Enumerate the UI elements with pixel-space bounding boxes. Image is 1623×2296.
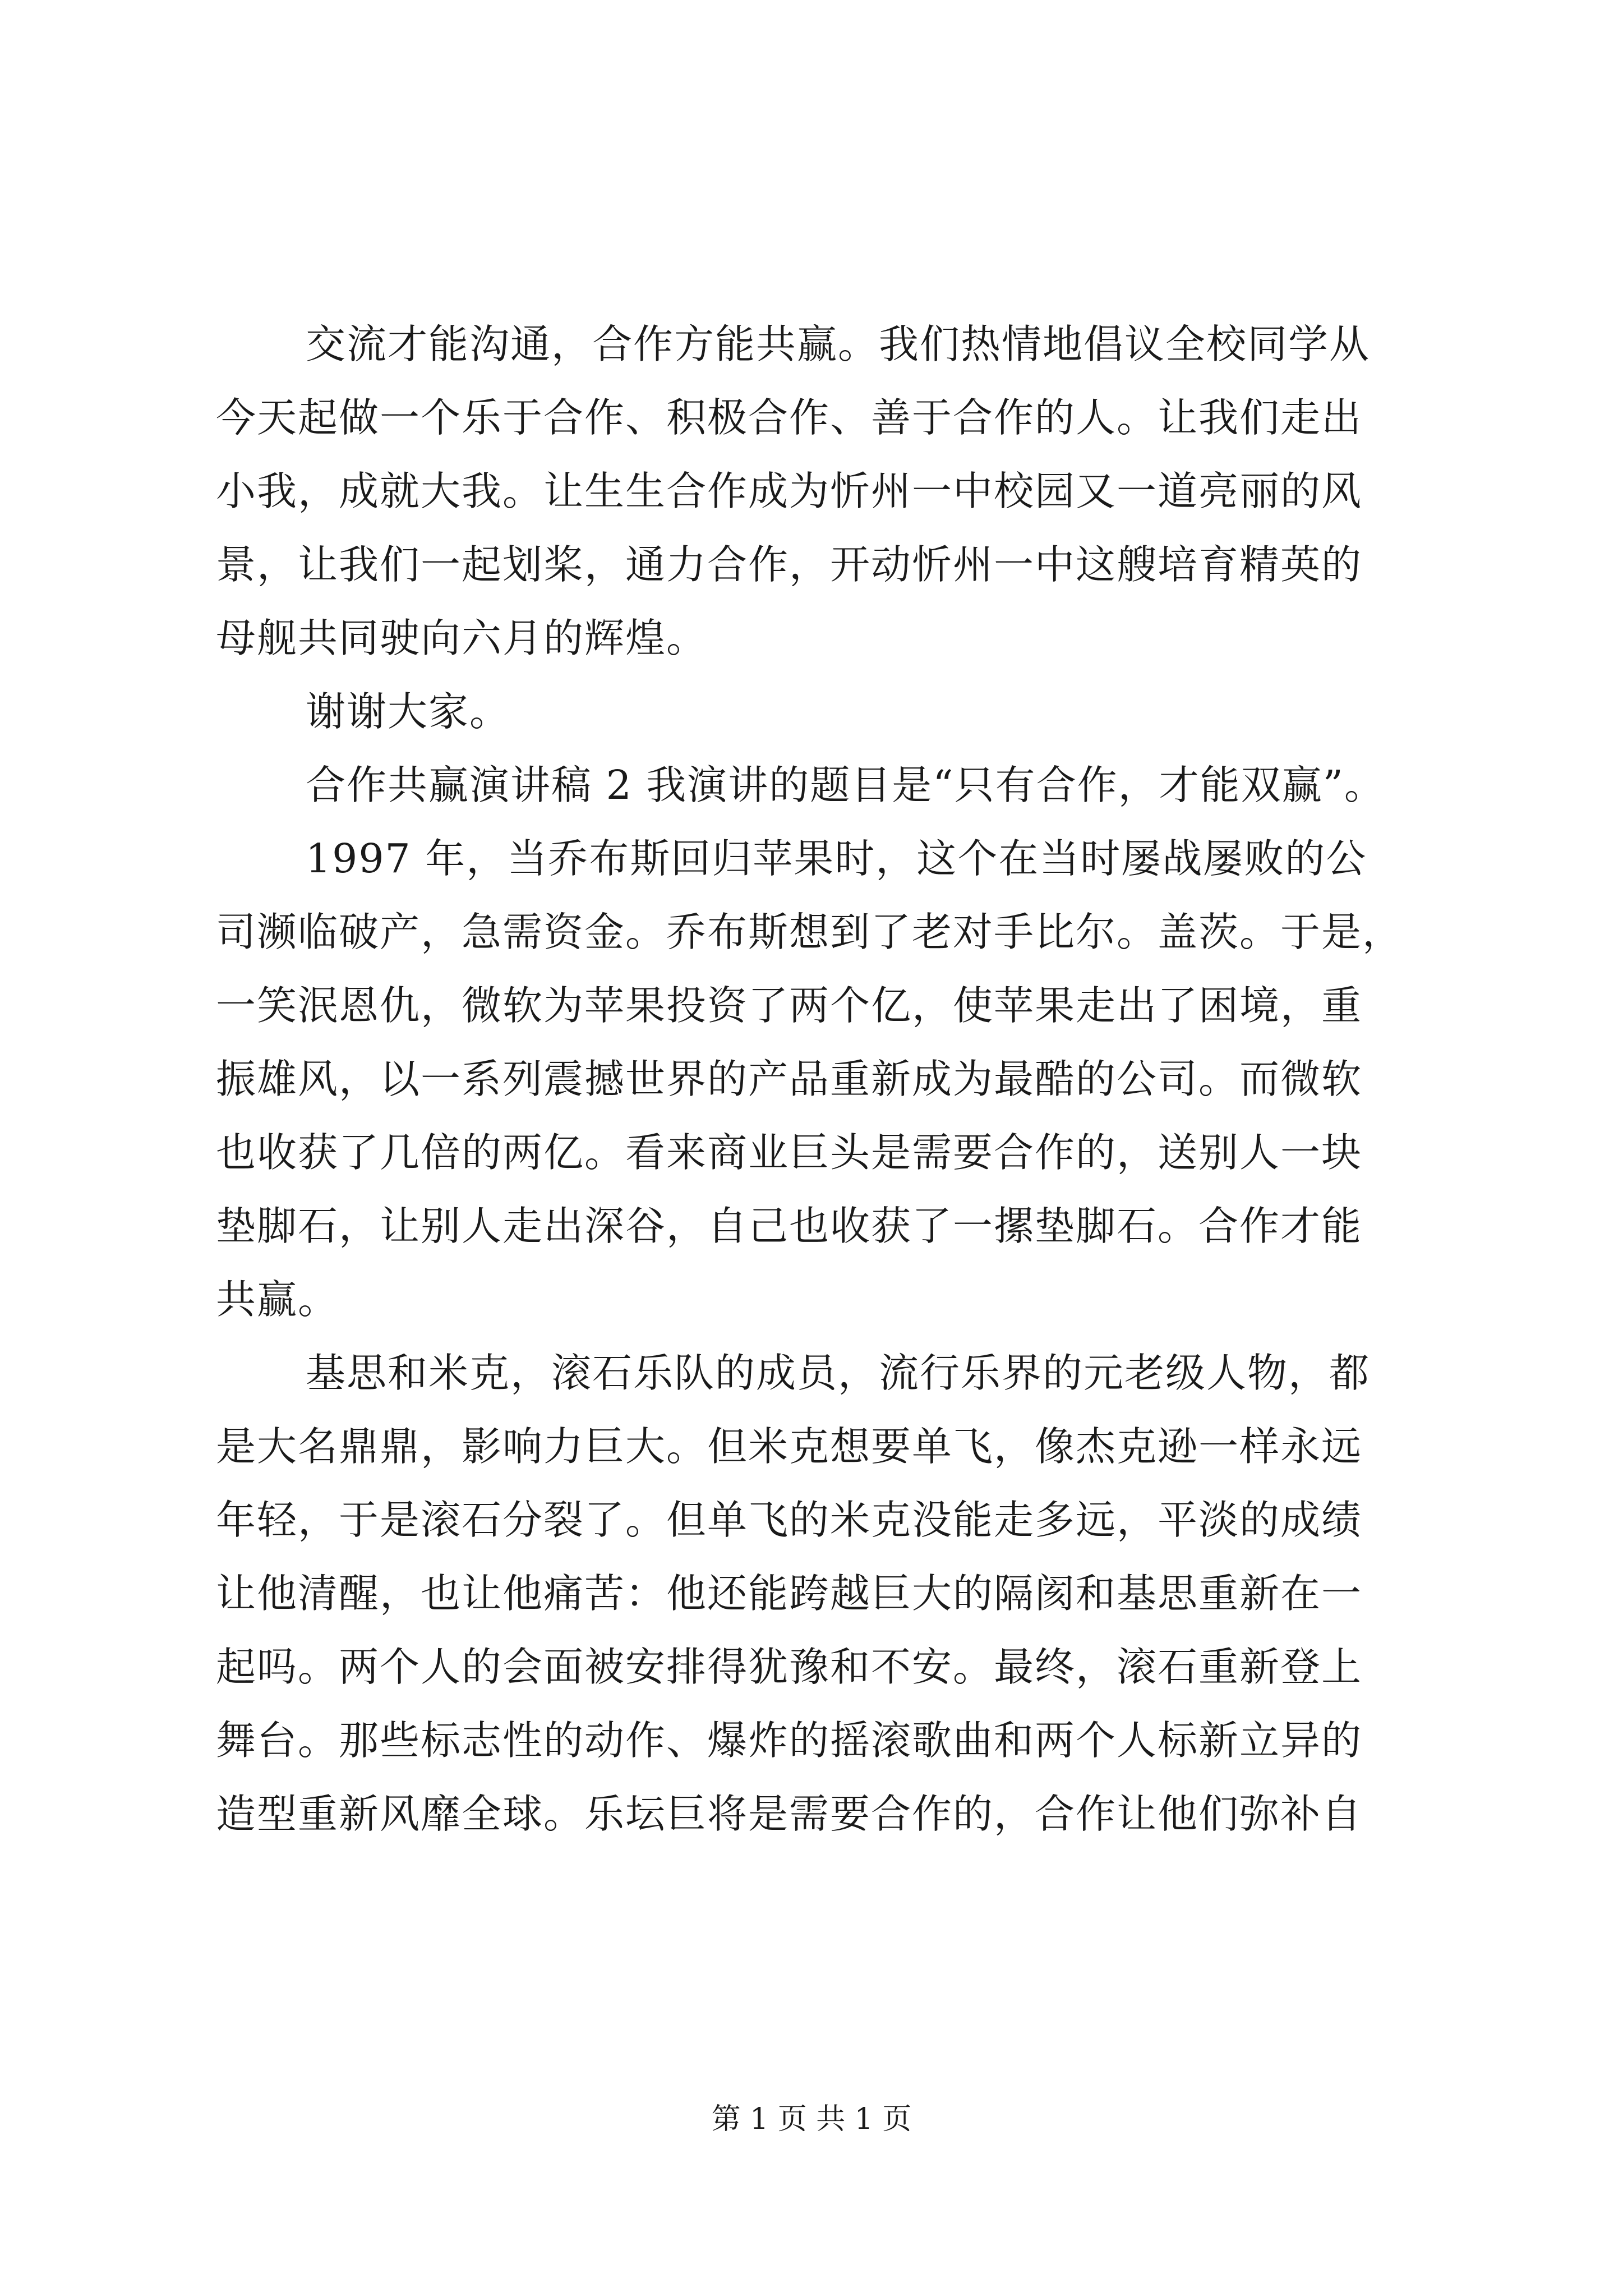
text-line: 基思和米克，滚石乐队的成员，流行乐界的元老级人物，都 bbox=[306, 1350, 1371, 1396]
text-line: 司濒临破产，急需资金。乔布斯想到了老对手比尔。盖茨。于是， bbox=[216, 909, 1404, 955]
page-number-label: 第 1 页 共 1 页 bbox=[711, 2102, 912, 2136]
text-line: 今天起做一个乐于合作、积极合作、善于合作的人。让我们走出 bbox=[216, 394, 1363, 441]
text-line: 合作共赢演讲稿 2 我演讲的题目是“只有合作，才能双赢”。 bbox=[306, 762, 1385, 808]
text-line: 振雄风，以一系列震撼世界的产品重新成为最酷的公司。而微软 bbox=[216, 1056, 1363, 1102]
text-line: 谢谢大家。 bbox=[306, 688, 511, 735]
text-line: 舞台。那些标志性的动作、爆炸的摇滚歌曲和两个人标新立异的 bbox=[216, 1717, 1363, 1764]
page-footer bbox=[0, 2102, 1623, 2136]
text-line: 是大名鼎鼎，影响力巨大。但米克想要单飞，像杰克逊一样永远 bbox=[216, 1423, 1363, 1470]
text-line: 小我，成就大我。让生生合作成为忻州一中校园又一道亮丽的风 bbox=[216, 468, 1363, 514]
text-line: 一笑泯恩仇，微软为苹果投资了两个亿，使苹果走出了困境，重 bbox=[216, 982, 1363, 1029]
text-line: 年轻，于是滚石分裂了。但单飞的米克没能走多远，平淡的成绩 bbox=[216, 1497, 1363, 1543]
text-line: 交流才能沟通，合作方能共赢。我们热情地倡议全校同学从 bbox=[306, 321, 1371, 367]
text-line: 共赢。 bbox=[216, 1276, 339, 1323]
text-line: 1997 年，当乔布斯回归苹果时，这个在当时屡战屡败的公 bbox=[306, 835, 1367, 882]
text-line: 让他清醒，也让他痛苦：他还能跨越巨大的隔阂和基思重新在一 bbox=[216, 1570, 1363, 1617]
text-line: 景，让我们一起划桨，通力合作，开动忻州一中这艘培育精英的 bbox=[216, 541, 1363, 588]
text-line: 造型重新风靡全球。乐坛巨将是需要合作的，合作让他们弥补自 bbox=[216, 1791, 1363, 1837]
text-line: 母舰共同驶向六月的辉煌。 bbox=[216, 615, 708, 661]
text-line: 起吗。两个人的会面被安排得犹豫和不安。最终，滚石重新登上 bbox=[216, 1644, 1363, 1690]
text-line: 垫脚石，让别人走出深谷，自己也收获了一摞垫脚石。合作才能 bbox=[216, 1203, 1363, 1249]
document-body bbox=[216, 307, 1416, 1851]
text-line: 也收获了几倍的两亿。看来商业巨头是需要合作的，送别人一块 bbox=[216, 1129, 1363, 1176]
